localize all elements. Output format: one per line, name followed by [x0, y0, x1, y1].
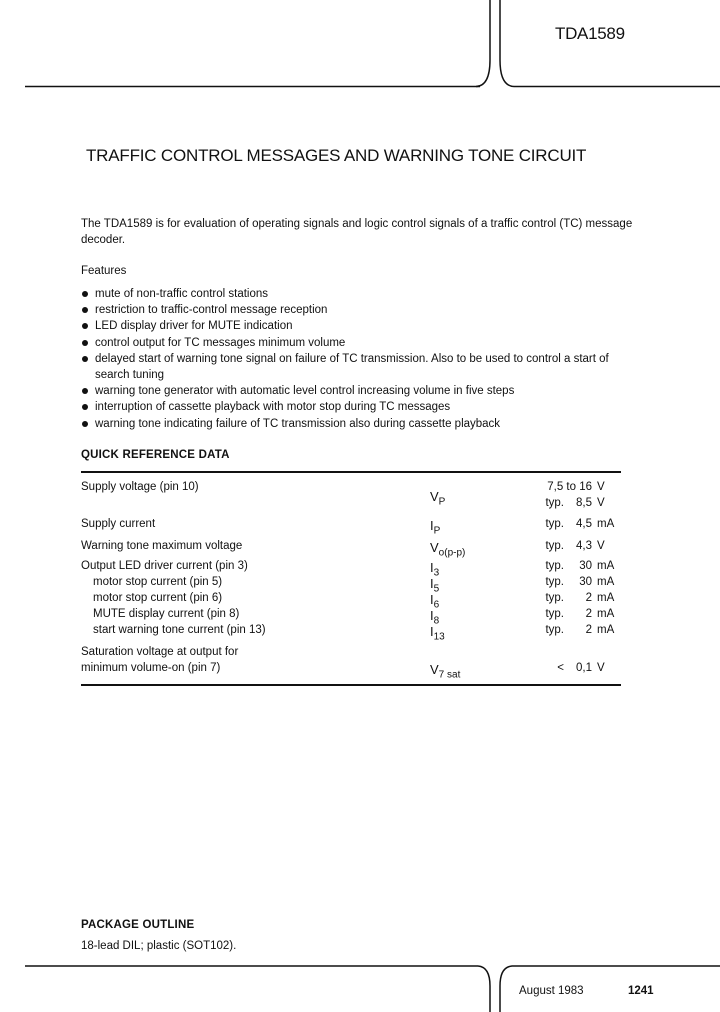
- value-cell: 8,5: [576, 497, 592, 509]
- symbol-subscript: 13: [433, 631, 445, 643]
- bullet-icon: [82, 323, 88, 329]
- feature-item: [81, 302, 641, 318]
- value-cell: 30: [579, 560, 592, 572]
- symbol-subscript: 5: [433, 583, 440, 595]
- symbol-letter: V: [430, 489, 439, 504]
- value-cell: 4,5: [576, 518, 592, 530]
- unit-cell: mA: [597, 592, 615, 604]
- param-cell: Supply voltage (pin 10): [81, 481, 199, 493]
- value-cell: 30: [579, 576, 592, 588]
- symbol-letter: I: [430, 518, 434, 533]
- page-title: TRAFFIC CONTROL MESSAGES AND WARNING TONE CIRCUIT: [86, 146, 587, 165]
- feature-item: [81, 335, 641, 351]
- param-cell: start warning tone current (pin 13): [93, 624, 266, 636]
- param-cell: Output LED driver current (pin 3): [81, 560, 248, 572]
- symbol-subscript: 3: [433, 567, 440, 579]
- symbol-cell: [430, 518, 440, 537]
- symbol-subscript: 6: [433, 599, 440, 611]
- feature-item: [81, 318, 641, 334]
- feature-text: restriction to traffic-control message reception: [95, 304, 328, 317]
- header-rule: [0, 0, 720, 100]
- feature-text: mute of non-traffic control stations: [95, 288, 269, 300]
- symbol-letter: V: [430, 662, 439, 677]
- param-cell: MUTE display current (pin 8): [93, 608, 240, 620]
- symbol-cell: [430, 540, 465, 559]
- param-cell: Warning tone maximum voltage: [81, 540, 243, 552]
- unit-cell: V: [597, 481, 605, 493]
- value-cell: 2: [585, 624, 592, 636]
- condition-cell: typ.: [545, 608, 564, 620]
- bullet-icon: [82, 404, 88, 410]
- unit-cell: mA: [597, 560, 615, 572]
- condition-cell: typ.: [545, 624, 564, 636]
- condition-cell: typ.: [545, 518, 564, 530]
- symbol-subscript: 7 sat: [438, 669, 461, 681]
- feature-text: warning tone indicating failure of TC transmission also during cassette playback: [95, 417, 501, 430]
- symbol-subscript: o(p-p): [438, 547, 466, 559]
- symbol-letter: I: [430, 624, 434, 639]
- unit-cell: V: [597, 540, 605, 552]
- param-cell: Saturation voltage at output for: [81, 646, 239, 658]
- feature-item: [81, 416, 641, 432]
- condition-cell: <: [557, 662, 564, 674]
- param-cell: motor stop current (pin 5): [93, 576, 223, 588]
- page-number: 1241: [628, 985, 654, 997]
- bullet-icon: [82, 291, 88, 297]
- symbol-cell: [430, 624, 445, 643]
- feature-text: delayed start of warning tone signal on failure of TC transmission. Also to be used to control a start of search tuning: [95, 352, 609, 382]
- condition-cell: typ.: [545, 560, 564, 572]
- feature-text: control output for TC messages minimum volume: [95, 336, 346, 349]
- param-cell: Supply current: [81, 518, 156, 530]
- feature-item: [81, 351, 641, 383]
- symbol-cell: [430, 662, 460, 681]
- features-heading: Features: [81, 265, 127, 277]
- bullet-icon: [82, 307, 88, 313]
- condition-cell: typ.: [545, 592, 564, 604]
- quick-reference-heading: QUICK REFERENCE DATA: [81, 449, 230, 461]
- feature-text: LED display driver for MUTE indication: [95, 320, 293, 333]
- table-top-rule: [81, 471, 621, 473]
- unit-cell: V: [597, 662, 605, 674]
- unit-cell: V: [597, 497, 605, 509]
- part-number: TDA1589: [555, 24, 625, 43]
- bullet-icon: [82, 421, 88, 427]
- footer-rule: [0, 950, 720, 1012]
- bullet-icon: [82, 356, 88, 362]
- symbol-letter: V: [430, 540, 439, 555]
- value-cell: 4,3: [576, 540, 592, 552]
- symbol-subscript: 8: [433, 615, 440, 627]
- feature-text: warning tone generator with automatic level control increasing volume in five steps: [95, 385, 515, 398]
- condition-cell: typ.: [545, 497, 564, 509]
- value-cell: 7,5 to 16: [547, 481, 592, 493]
- unit-cell: mA: [597, 518, 615, 530]
- value-cell: 2: [585, 592, 592, 604]
- param-cell: minimum volume-on (pin 7): [81, 662, 221, 674]
- symbol-letter: I: [430, 560, 434, 575]
- unit-cell: mA: [597, 624, 615, 636]
- feature-item: [81, 286, 641, 302]
- value-cell: 2: [585, 608, 592, 620]
- symbol-subscript: P: [433, 525, 441, 537]
- feature-text: interruption of cassette playback with motor stop during TC messages: [95, 401, 451, 414]
- features-list: [81, 286, 641, 432]
- symbol-letter: I: [430, 608, 434, 623]
- symbol-letter: I: [430, 592, 434, 607]
- table-bottom-rule: [81, 684, 621, 686]
- unit-cell: mA: [597, 608, 615, 620]
- unit-cell: mA: [597, 576, 615, 588]
- condition-cell: typ.: [545, 576, 564, 588]
- condition-cell: typ.: [545, 540, 564, 552]
- bullet-icon: [82, 388, 88, 394]
- feature-item: [81, 399, 641, 415]
- value-cell: 0,1: [576, 662, 592, 674]
- symbol-letter: I: [430, 576, 434, 591]
- package-text: 18-lead DIL; plastic (SOT102).: [81, 940, 237, 952]
- symbol-subscript: P: [438, 496, 446, 508]
- symbol-cell: [430, 489, 445, 508]
- package-heading: PACKAGE OUTLINE: [81, 919, 195, 931]
- publication-date: August 1983: [519, 985, 584, 997]
- param-cell: motor stop current (pin 6): [93, 592, 223, 604]
- intro-paragraph: The TDA1589 is for evaluation of operating signals and logic control signals of a traffic control (TC) message decoder.: [81, 218, 633, 246]
- feature-item: [81, 383, 641, 399]
- bullet-icon: [82, 340, 88, 346]
